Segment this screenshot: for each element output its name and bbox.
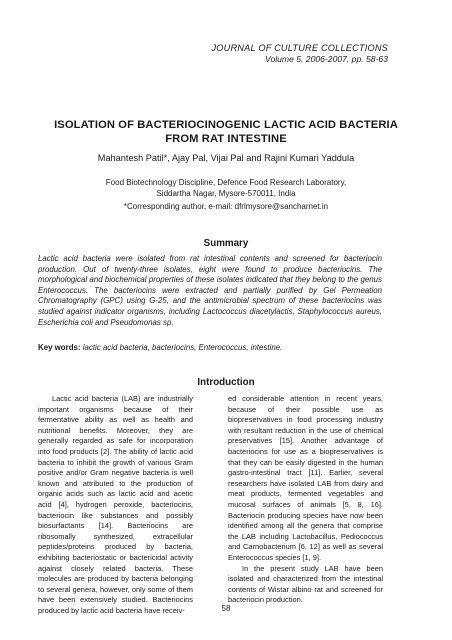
page-number: 58 — [221, 604, 231, 613]
keywords-label: Key words: — [38, 343, 81, 352]
intro-paragraph-1-continued: ed considerable attention in recent years, because of their possible use as biopreservatives in food processing industry with resultant reduction in the use of chemical preservatives [15]. Another advantage of bacteriocins for use as a biopreservatives is that they can be easily digested in the human gastro-intestinal tract [11]. Earlier, several researchers have isolated LAB from dairy and meat products, fermented vegetables and mucosal surfaces of animals [5, 8, 16]. Bacteriocin producing species have now been identified among all the genera that comprise the LAB including Lactobacillus, Pediococcus and Carnobacterium [6, 12] as well as several Enterococcus species [1, 9]. — [228, 394, 383, 562]
corresponding-author: *Corresponding author, e-mail: dfrlmysore@sancharnet.in — [123, 202, 329, 211]
journal-header — [211, 43, 388, 65]
keywords-list: lactic acid bacteria, bacteriocins, Enterococcus, intestine. — [82, 343, 283, 352]
summary-heading: Summary — [203, 238, 249, 249]
title-line-1: ISOLATION OF BACTERIOCINOGENIC LACTIC ACID BACTERIA — [54, 119, 398, 131]
text-column-right — [228, 394, 383, 606]
journal-volume: Volume 5, 2006-2007, pp. 58-63 — [265, 54, 388, 64]
text-column-left — [38, 394, 193, 616]
intro-paragraph-1: Lactic acid bacteria (LAB) are industrially important organisms because of their fermentative ability as well as health and nutritional benefits. Moreover, they are generally regarded as safe for incorporation into food products [2]. The ability of lactic acid bacteria to inhibit the growth of various Gram positive and/or Gram negative bacteria is well known and attributed to the production of organic acids such as lactic acid and acetic acid [4], hydrogen peroxide, bacteriocins, bacteriocin like substances and possibly biosurfactants [14]. Bacteriocins are ribosomally synthesized, extracellular peptides/proteins produced by bacteria, exhibiting bacteriostatic or bactericidal activity against closely related bacteria. These molecules are produced by bacteria belonging to several genera, however, only some of them have been extensively studied. Bacteriocins produced by lactic acid bacteria have receiv- — [38, 394, 193, 615]
paper-title — [20, 118, 432, 146]
summary-text: Lactic acid bacteria were isolated from rat intestinal contents and screened for bacteriocin production. Out of twenty-three isolates, eight were found to produce bacteriocins. The morphological and biochemical properties of these isolates indicated that they belong to the genus Enterococcus. The bacteriocins were extracted and partially purified by Gel Permeation Chromatography (GPC) using G-25, and the antimicrobial spectrum of these bacteriocins was studied against indicator organisms, including Lactococcus diacetylactis, Staphylococcus aureus, Escherichia coli and Pseudomonas sp. — [38, 254, 382, 327]
affiliation — [20, 177, 432, 199]
intro-paragraph-2: In the present study LAB have been isolated and characterized from the intestinal contents of Wistar albino rat and screened for bacteriocin production. — [228, 563, 383, 605]
introduction-heading: Introduction — [197, 377, 255, 388]
author-list: Mahantesh Patil*, Ajay Pal, Vijai Pal and Rajini Kumari Yaddula — [97, 153, 355, 163]
affiliation-line-2: Siddartha Nagar, Mysore-570011, India — [156, 189, 296, 198]
keywords — [38, 343, 382, 354]
affiliation-line-1: Food Biotechnology Discipline, Defence Food Research Laboratory, — [105, 178, 347, 187]
title-line-2: FROM RAT INTESTINE — [165, 133, 287, 145]
journal-name: JOURNAL OF CULTURE COLLECTIONS — [211, 43, 388, 53]
